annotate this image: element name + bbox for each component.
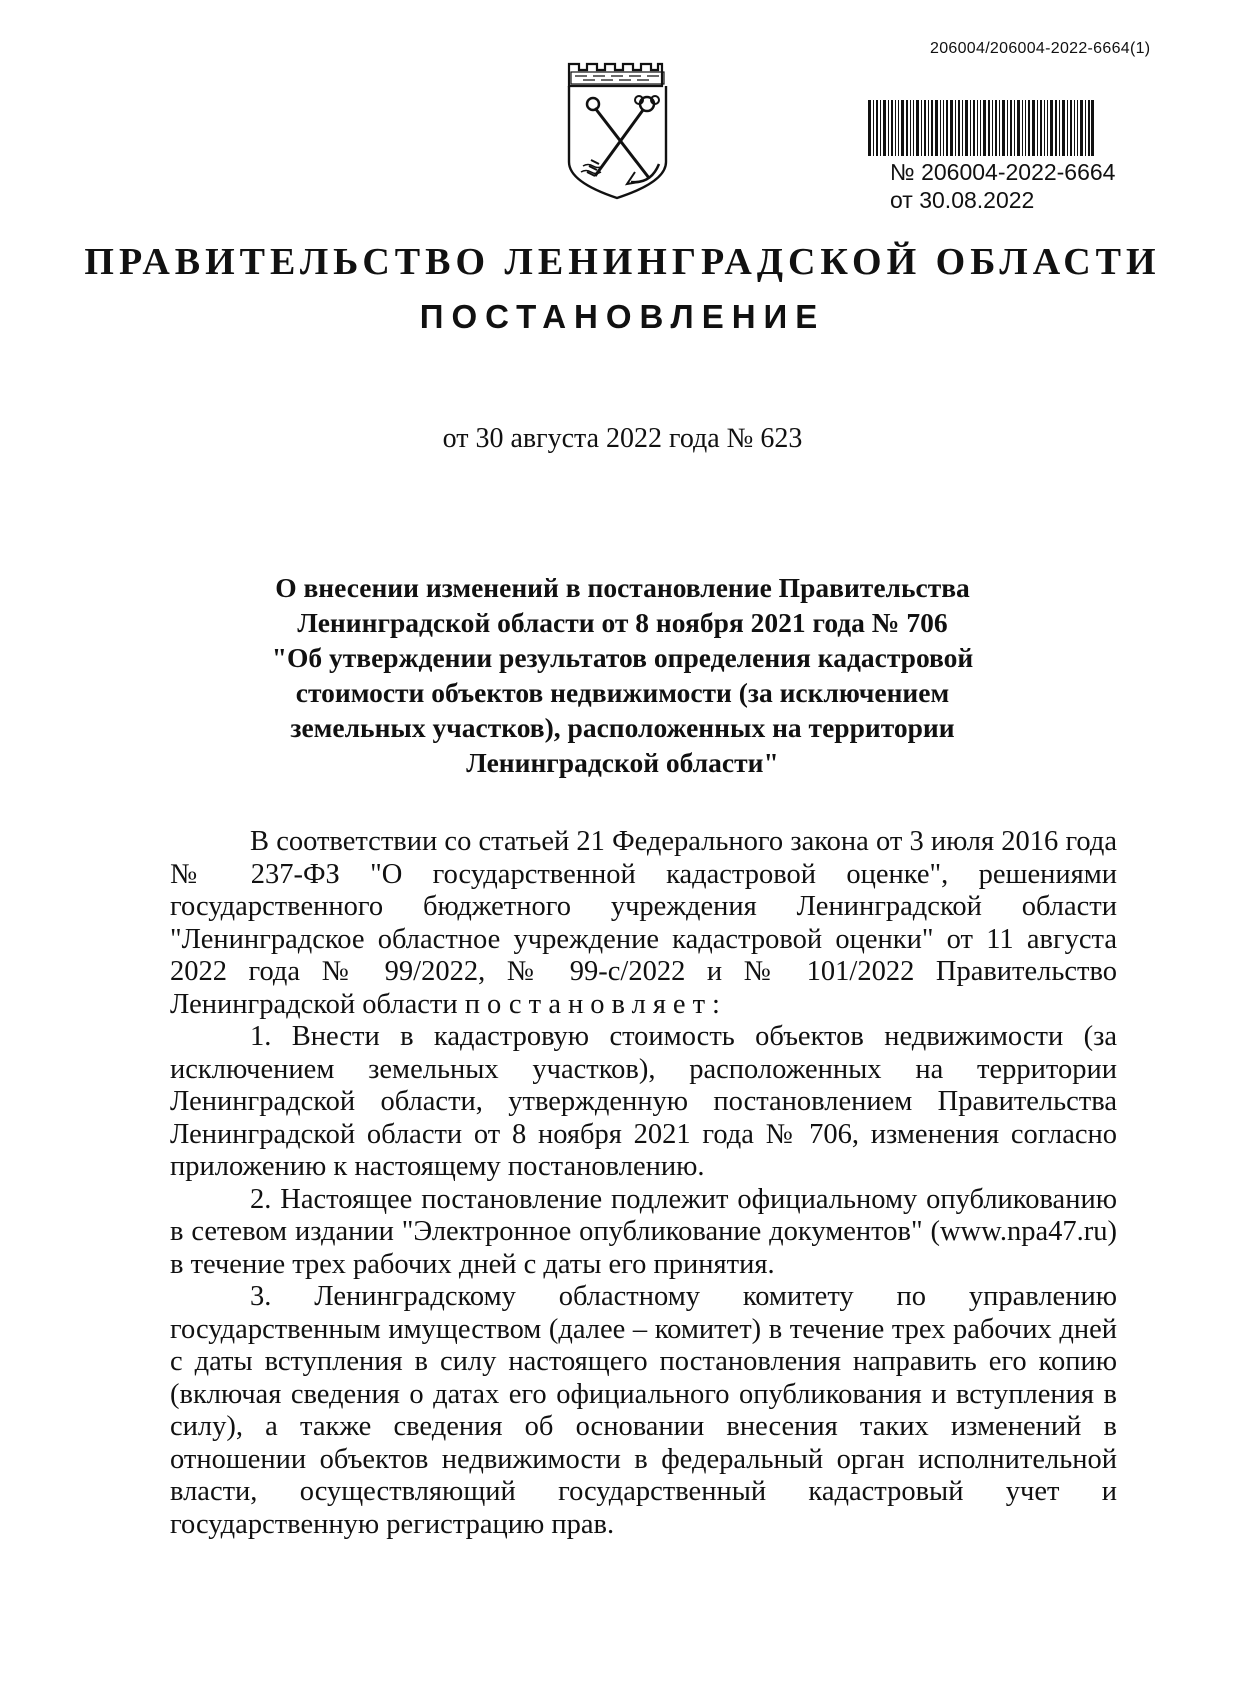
barcode-icon	[868, 100, 1094, 156]
registration-number: 206004-2022-6664	[921, 159, 1116, 185]
registration-number-prefix: №	[890, 159, 915, 185]
registration-date-row	[890, 186, 1115, 214]
registration-date: 30.08.2022	[919, 187, 1035, 213]
decree-date-number: от 30 августа 2022 года № 623	[442, 423, 803, 454]
registration-block	[890, 158, 1115, 214]
intro-paragraph	[170, 826, 1117, 1021]
item-paragraph: 2. Настоящее постановление подлежит официальному опубликованию в сетевом издании "Электронное опубликование документов" (www.npa47.ru) в течение трех рабочих дней с даты его принятия.	[170, 1183, 1117, 1280]
coat-of-arms-icon	[565, 58, 670, 200]
subject-line: земельных участков), расположенных на территории	[290, 712, 955, 743]
subject-line: О внесении изменений в постановление Правительства	[275, 572, 970, 603]
decree-body	[170, 826, 1117, 1541]
decree-word: постановляет:	[464, 988, 727, 1020]
document-type-title: ПОСТАНОВЛЕНИЕ	[419, 298, 826, 335]
decree-subject	[250, 570, 995, 780]
subject-line: "Об утверждении результатов определения кадастровой	[271, 642, 974, 673]
item-paragraph: 1. Внести в кадастровую стоимость объектов недвижимости (за исключением земельных участков), расположенных на территории Ленинградской области, утвержденную постановлением Правительства Ленинградской области от 8 ноября 2021 года № 706, изменения согласно приложению к настоящему постановлению.	[170, 1021, 1117, 1182]
registration-number-row	[890, 158, 1115, 186]
subject-line: Ленинградской области"	[466, 747, 779, 778]
registration-date-prefix: от	[890, 187, 913, 213]
subject-line: стоимости объектов недвижимости (за исключением	[295, 677, 950, 708]
document-reference: 206004/206004-2022-6664(1)	[930, 40, 1151, 57]
intro-text: В соответствии со статьей 21 Федерального закона от 3 июля 2016 года № 237-ФЗ "О государственной кадастровой оценке", решениями государственного бюджетного учреждения Ленинградской области "Ленинградское областное учреждение кадастровой оценки" от 11 августа 2022 года № 99/2022, № 99-с/2022 и № 101/2022 Правительство Ленинградской области	[170, 826, 1117, 1020]
government-title: ПРАВИТЕЛЬСТВО ЛЕНИНГРАДСКОЙ ОБЛАСТИ	[84, 241, 1161, 283]
subject-line: Ленинградской области от 8 ноября 2021 года № 706	[297, 607, 948, 638]
item-paragraph: 3. Ленинградскому областному комитету по управлению государственным имуществом (далее – комитет) в течение трех рабочих дней с даты вступления в силу настоящего постановления направить его копию (включая сведения о датах его официального опубликования и вступления в силу), а также сведения об основании внесения таких изменений в отношении объектов недвижимости в федеральный орган исполнительной власти, осуществляющий государственный кадастровый учет и государственную регистрацию прав.	[170, 1281, 1117, 1540]
